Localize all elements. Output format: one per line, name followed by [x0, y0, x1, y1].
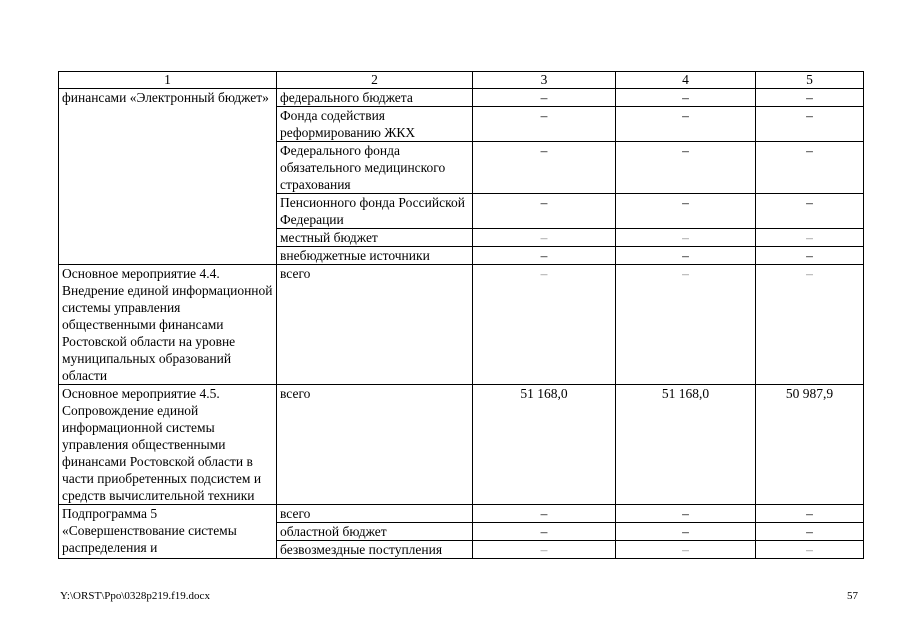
value-cell-c5: –: [756, 229, 864, 247]
program-name-cell: финансами «Электронный бюджет»: [59, 89, 277, 265]
value-cell-c4: –: [616, 265, 756, 385]
source-cell: всего: [277, 385, 473, 505]
source-cell: Пенсионного фонда Российской Федерации: [277, 194, 473, 229]
value-cell-c4: –: [616, 523, 756, 541]
value-cell-c5: –: [756, 505, 864, 523]
value-cell-c3: –: [473, 229, 616, 247]
value-cell-c5: –: [756, 265, 864, 385]
value-cell-c3: –: [473, 505, 616, 523]
value-cell-c4: –: [616, 247, 756, 265]
source-cell: всего: [277, 265, 473, 385]
value-cell-c5: 50 987,9: [756, 385, 864, 505]
value-cell-c3: –: [473, 194, 616, 229]
value-cell-c3: –: [473, 541, 616, 559]
footer-page-number: 57: [847, 590, 858, 602]
table-header-row: [59, 72, 864, 89]
value-cell-c4: 51 168,0: [616, 385, 756, 505]
source-cell: местный бюджет: [277, 229, 473, 247]
table-row: [59, 89, 864, 107]
value-cell-c5: –: [756, 89, 864, 107]
source-cell: Федерального фонда обязательного медицинского страхования: [277, 142, 473, 194]
source-cell: Фонда содействия реформированию ЖКХ: [277, 107, 473, 142]
source-cell: федерального бюджета: [277, 89, 473, 107]
table-row: [59, 505, 864, 523]
source-cell: областной бюджет: [277, 523, 473, 541]
value-cell-c4: –: [616, 142, 756, 194]
subprogram-5-name-cell: Подпрограмма 5 «Совершенствование системы распределения и: [59, 505, 277, 559]
measure-4-4-name-cell: Основное мероприятие 4.4. Внедрение единой информационной системы управления общественными финансами Ростовской области на уровне муниципальных образований области: [59, 265, 277, 385]
source-cell: внебюджетные источники: [277, 247, 473, 265]
header-cell-1: 1: [59, 72, 277, 89]
value-cell-c4: –: [616, 229, 756, 247]
source-cell: безвозмездные поступления: [277, 541, 473, 559]
value-cell-c5: –: [756, 523, 864, 541]
value-cell-c3: –: [473, 142, 616, 194]
footer-file-path: Y:\ORST\Ppo\0328p219.f19.docx: [60, 590, 210, 602]
measure-4-5-name-cell: Основное мероприятие 4.5. Сопровождение единой информационной системы управления общественными финансами Ростовской области в части приобретенных подсистем и средств вычислительной техники: [59, 385, 277, 505]
budget-table: [58, 71, 864, 559]
header-cell-5: 5: [756, 72, 864, 89]
value-cell-c5: –: [756, 107, 864, 142]
value-cell-c3: –: [473, 107, 616, 142]
value-cell-c4: –: [616, 194, 756, 229]
value-cell-c5: –: [756, 541, 864, 559]
header-cell-2: 2: [277, 72, 473, 89]
value-cell-c3: –: [473, 247, 616, 265]
value-cell-c4: –: [616, 107, 756, 142]
header-cell-4: 4: [616, 72, 756, 89]
value-cell-c5: –: [756, 142, 864, 194]
value-cell-c4: –: [616, 541, 756, 559]
value-cell-c4: –: [616, 89, 756, 107]
value-cell-c3: –: [473, 265, 616, 385]
table-row: [59, 265, 864, 385]
table-row: [59, 385, 864, 505]
value-cell-c5: –: [756, 194, 864, 229]
value-cell-c5: –: [756, 247, 864, 265]
value-cell-c3: –: [473, 523, 616, 541]
header-cell-3: 3: [473, 72, 616, 89]
source-cell: всего: [277, 505, 473, 523]
value-cell-c3: 51 168,0: [473, 385, 616, 505]
value-cell-c4: –: [616, 505, 756, 523]
value-cell-c3: –: [473, 89, 616, 107]
